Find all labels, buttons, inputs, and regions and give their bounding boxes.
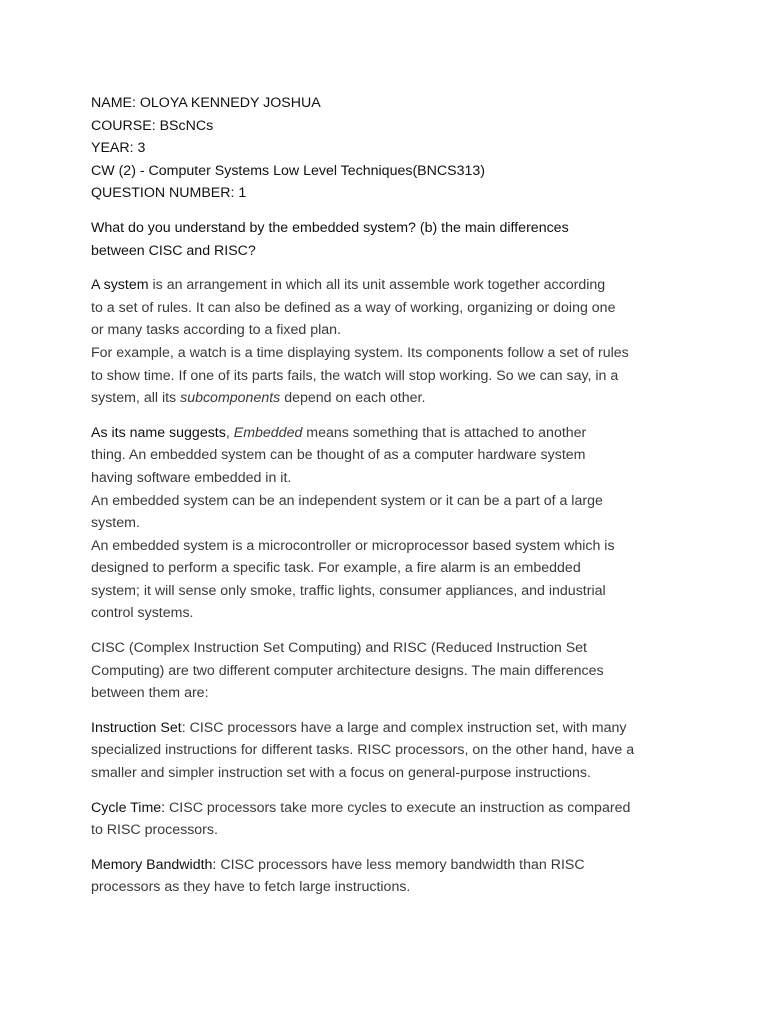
text-run: , <box>225 424 234 441</box>
paragraph-line: to RISC processors. <box>91 822 218 839</box>
paragraph-line: specialized instructions for different tasks. RISC processors, on the other hand, have a <box>91 742 635 759</box>
paragraph-line: An embedded system can be an independent system or it can be a part of a large <box>91 492 603 509</box>
text-run: system, all its <box>91 390 181 407</box>
text-run: CISC processors have less memory bandwidth than RISC <box>216 856 585 873</box>
term-cycle-time: Cycle Time: <box>91 799 166 816</box>
paragraph-line: system. <box>91 515 140 532</box>
paragraph-line: between them are: <box>91 685 209 702</box>
paragraph-line: control systems. <box>91 605 194 622</box>
paragraph-line: CISC (Complex Instruction Set Computing) and RISC (Reduced Instruction Set <box>91 640 587 657</box>
paragraph-cycle-time <box>91 797 691 842</box>
paragraph-line: Computing) are two different computer architecture designs. The main differences <box>91 662 604 679</box>
text-run: CISC processors take more cycles to execute an instruction as compared <box>165 799 631 816</box>
term-memory-bandwidth: Memory Bandwidth: <box>91 856 217 873</box>
text-run: depend on each other. <box>280 390 426 407</box>
paragraph-line: or many tasks according to a fixed plan. <box>91 322 341 339</box>
term-instruction-set: Instruction Set <box>91 719 182 736</box>
paragraph-cisc-risc <box>91 637 691 705</box>
text-run: is an arrangement in which all its unit assemble work together according <box>148 277 606 294</box>
question-line: What do you understand by the embedded system? (b) the main differences <box>91 219 569 236</box>
paragraph-line <box>91 717 691 740</box>
question-number-line: QUESTION NUMBER: 1 <box>91 185 247 202</box>
term-as-its-name-suggests: As its name suggests <box>91 424 226 441</box>
paragraph-line: thing. An embedded system can be thought of as a computer hardware system <box>91 447 586 464</box>
document-page <box>91 92 691 899</box>
paragraph-line: processors as they have to fetch large instructions. <box>91 879 411 896</box>
paragraph-system <box>91 274 691 410</box>
paragraph-embedded <box>91 422 691 625</box>
student-name: NAME: OLOYA KENNEDY JOSHUA <box>91 95 321 111</box>
question-line: between CISC and RISC? <box>91 242 256 259</box>
paragraph-line: smaller and simpler instruction set with a focus on general-purpose instructions. <box>91 765 591 782</box>
emphasis-subcomponents: subcomponents <box>180 390 281 407</box>
text-run: means something that is attached to another <box>302 424 587 441</box>
paragraph-memory-bandwidth <box>91 854 691 899</box>
paragraph-line: An embedded system is a microcontroller or microprocessor based system which is <box>91 537 615 554</box>
coursework-line: CW (2) - Computer Systems Low Level Techniques(BNCS313) <box>91 162 485 179</box>
paragraph-line: designed to perform a specific task. For example, a fire alarm is an embedded <box>91 560 581 577</box>
student-header <box>91 92 691 205</box>
course-line: COURSE: BScNCs <box>91 117 214 134</box>
paragraph-line <box>91 797 691 820</box>
term-a-system: A system <box>91 277 149 294</box>
paragraph-line: system; it will sense only smoke, traffic lights, consumer appliances, and industrial <box>91 582 606 599</box>
paragraph-line: For example, a watch is a time displaying system. Its components follow a set of rules <box>91 344 629 361</box>
text-run: : CISC processors have a large and complex instruction set, with many <box>181 719 627 736</box>
paragraph-line <box>91 854 691 877</box>
paragraph-line: having software embedded in it. <box>91 469 292 486</box>
paragraph-line <box>91 274 691 297</box>
paragraph-line: to a set of rules. It can also be defined as a way of working, organizing or doing one <box>91 299 616 316</box>
paragraph-line: to show time. If one of its parts fails, the watch will stop working. So we can say, in a <box>91 367 619 384</box>
year-line: YEAR: 3 <box>91 140 146 157</box>
emphasis-embedded: Embedded <box>233 424 303 441</box>
paragraph-line <box>91 387 691 410</box>
question-text <box>91 217 691 262</box>
paragraph-instruction-set <box>91 717 691 785</box>
paragraph-line <box>91 422 691 445</box>
